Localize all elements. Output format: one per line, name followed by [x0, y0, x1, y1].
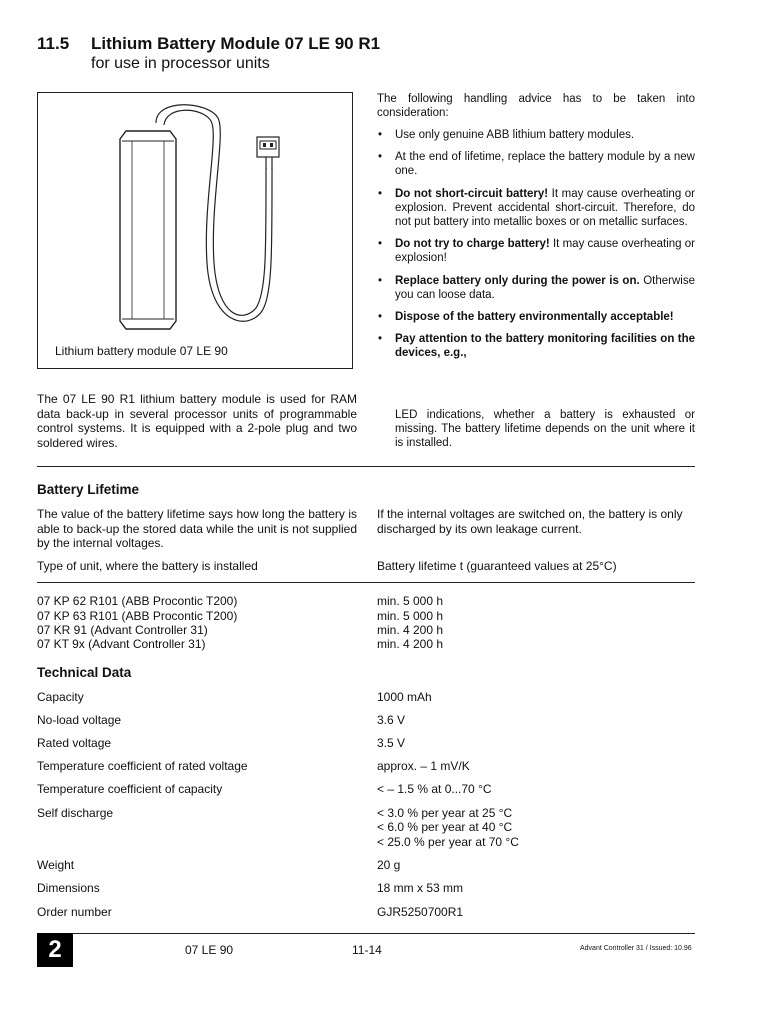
tech-value: approx. – 1 mV/K — [377, 759, 470, 773]
column-header-lifetime: Battery lifetime t (guaranteed values at 25°C) — [377, 559, 617, 573]
page-title: Lithium Battery Module 07 LE 90 R1 — [91, 34, 381, 53]
figure-box — [37, 92, 353, 369]
handling-intro: The following handling advice has to be taken into consideration: — [377, 93, 695, 120]
column-header-unit: Type of unit, where the battery is installed — [37, 559, 258, 573]
tech-label: Rated voltage — [37, 736, 112, 750]
divider — [37, 466, 695, 467]
tech-label: No-load voltage — [37, 713, 122, 727]
section-number: 11.5 — [37, 34, 70, 53]
tech-label: Capacity — [37, 690, 84, 704]
page-number: 11-14 — [352, 943, 382, 957]
list-item: • Use only genuine ABB lithium battery modules. — [377, 128, 695, 142]
tech-label: Temperature coefficient of rated voltage — [37, 759, 248, 773]
tech-label: Self discharge — [37, 806, 114, 820]
tech-value: < 25.0 % per year at 70 °C — [377, 835, 519, 849]
list-item: • At the end of lifetime, replace the battery module by a new one. — [377, 150, 695, 178]
intro-paragraph: The 07 LE 90 R1 lithium battery module is used for RAM data back-up in several processor units of programmable control systems. It is equipped with a 2-pole plug and two soldered wires. — [37, 392, 357, 450]
battery-module-image — [38, 93, 352, 368]
figure-caption: Lithium battery module 07 LE 90 — [55, 344, 228, 358]
tech-value: 3.6 V — [377, 713, 406, 727]
led-note: LED indications, whether a battery is exhausted or missing. The battery lifetime depends on the unit where it is installed. — [395, 409, 695, 450]
table-row-life: min. 5 000 h — [377, 594, 444, 608]
footer-issue: Advant Controller 31 / Issued: 10.96 — [580, 945, 692, 952]
tech-label: Weight — [37, 858, 75, 872]
table-row-unit: 07 KT 9x (Advant Controller 31) — [37, 637, 206, 651]
handling-list — [377, 128, 695, 369]
tech-label: Temperature coefficient of capacity — [37, 782, 223, 796]
lifetime-para-right: If the internal voltages are switched on, the battery is only discharged by its own leakage current. — [377, 507, 683, 536]
tech-value: 1000 mAh — [377, 690, 432, 704]
table-row-unit: 07 KP 62 R101 (ABB Procontic T200) — [37, 594, 238, 608]
list-item: • Do not try to charge battery! It may cause overheating or explosion! — [377, 237, 695, 265]
tech-value: 18 mm x 53 mm — [377, 881, 464, 895]
list-item: • Replace battery only during the power is on. Otherwise you can loose data. — [377, 274, 695, 302]
tech-value: 3.5 V — [377, 736, 406, 750]
table-row-life: min. 5 000 h — [377, 609, 444, 623]
tech-value: < 6.0 % per year at 40 °C — [377, 820, 513, 834]
section-heading-lifetime: Battery Lifetime — [37, 482, 140, 497]
divider — [37, 582, 695, 583]
tech-label: Dimensions — [37, 881, 100, 895]
section-heading-techdata: Technical Data — [37, 665, 132, 680]
list-item: • Dispose of the battery environmentally acceptable! — [377, 310, 695, 324]
tech-value: GJR5250700R1 — [377, 905, 464, 919]
tech-value: < – 1.5 % at 0...70 °C — [377, 782, 492, 796]
footer-module: 07 LE 90 — [185, 943, 234, 957]
tech-label: Order number — [37, 905, 112, 919]
tech-value: < 3.0 % per year at 25 °C — [377, 806, 513, 820]
table-row-life: min. 4 200 h — [377, 637, 444, 651]
page-subtitle: for use in processor units — [91, 55, 270, 72]
table-row-unit: 07 KR 91 (Advant Controller 31) — [37, 623, 208, 637]
chapter-badge: 2 — [37, 933, 73, 967]
list-item: • Pay attention to the battery monitoring facilities on the devices, e.g., — [377, 332, 695, 360]
lifetime-para-left: The value of the battery lifetime says how long the battery is able to back-up the stored data while the unit is not supplied by the internal voltages. — [37, 507, 357, 550]
list-item: • Do not short-circuit battery! It may cause overheating or explosion. Prevent accidental short-circuit. Therefore, do not put battery into metallic boxes or on metallic surfaces. — [377, 187, 695, 230]
table-row-unit: 07 KP 63 R101 (ABB Procontic T200) — [37, 609, 238, 623]
table-row-life: min. 4 200 h — [377, 623, 444, 637]
tech-value: 20 g — [377, 858, 401, 872]
footer-divider — [37, 933, 695, 934]
